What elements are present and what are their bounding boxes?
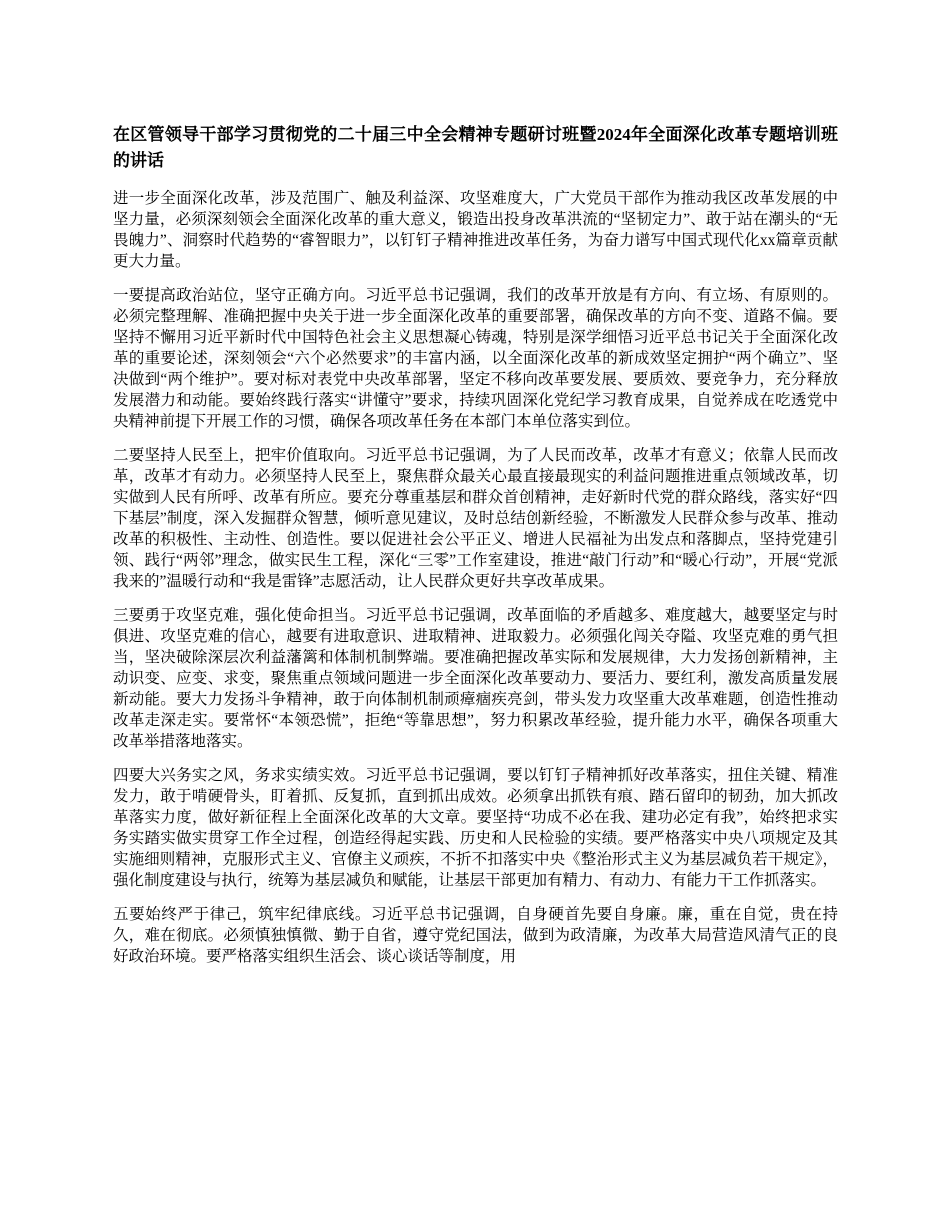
paragraph-point-1: 一要提高政治站位，坚守正确方向。习近平总书记强调，我们的改革开放是有方向、有立场、有原则的。必须完整理解、准确把握中央关于进一步全面深化改革的重要部署，确保改革的方向不变、道路不偏。要坚持不懈用习近平新时代中国特色社会主义思想凝心铸魂，特别是深学细悟习近平总书记关于全面深化改革的重要论述，深刻领会“六个必然要求”的丰富内涵，以全面深化改革的新成效坚定拥护“两个确立”、坚决做到“两个维护”。要对标对表党中央改革部署，坚定不移向改革要发展、要质效、要竞争力，充分释放发展潜力和动能。要始终践行落实“讲懂守”要求，持续巩固深化党纪学习教育成果，自觉养成在吃透党中央精神前提下开展工作的习惯，确保各项改革任务在本部门本单位落实到位。 xyxy=(113,287,838,430)
paragraph-intro: 进一步全面深化改革，涉及范围广、触及利益深、攻坚难度大，广大党员干部作为推动我区改革发展的中坚力量，必须深刻领会全面深化改革的重大意义，锻造出投身改革洪流的“坚韧定力”、敢于站在潮头的“无畏魄力”、洞察时代趋势的“睿智眼力”，以钉钉子精神推进改革任务，为奋力谱写中国式现代化xx篇章贡献更大力量。 xyxy=(113,190,838,270)
document-title: 在区管领导干部学习贯彻党的二十届三中全会精神专题研讨班暨2024年全面深化改革专题培训班的讲话 xyxy=(113,125,838,170)
paragraph-point-5: 五要始终严于律己，筑牢纪律底线。习近平总书记强调，自身硬首先要自身廉。廉，重在自觉，贵在持久，难在彻底。必须慎独慎微、勤于自省，遵守党纪国法，做到为政清廉，为改革大局营造风清气正的良好政治环境。要严格落实组织生活会、谈心谈话等制度，用 xyxy=(113,906,838,965)
paragraph-point-4: 四要大兴务实之风，务求实绩实效。习近平总书记强调，要以钉钉子精神抓好改革落实，扭住关键、精准发力，敢于啃硬骨头，盯着抓、反复抓，直到抓出成效。必须拿出抓铁有痕、踏石留印的韧劲，加大抓改革落实力度，做好新征程上全面深化改革的大文章。要坚持“功成不必在我、建功必定有我”，始终把求实务实踏实做实贯穿工作全过程，创造经得起实践、历史和人民检验的实绩。要严格落实中央八项规定及其实施细则精神，克服形式主义、官僚主义顽疾，不折不扣落实中央《整治形式主义为基层减负若干规定》，强化制度建设与执行，统筹为基层减负和赋能，让基层干部更加有精力、有动力、有能力干工作抓落实。 xyxy=(113,767,838,889)
paragraph-point-2: 二要坚持人民至上，把牢价值取向。习近平总书记强调，为了人民而改革，改革才有意义；依靠人民而改革，改革才有动力。必须坚持人民至上，聚焦群众最关心最直接最现实的利益问题推进重点领域改革，切实做到人民有所呼、改革有所应。要充分尊重基层和群众首创精神，走好新时代党的群众路线，落实好“四下基层”制度，深入发掘群众智慧，倾听意见建议，及时总结创新经验，不断激发人民群众参与改革、推动改革的积极性、主动性、创造性。要以促进社会公平正义、增进人民福祉为出发点和落脚点，坚持党建引领、践行“两邻”理念，做实民生工程，深化“三零”工作室建设，推进“敲门行动”和“暖心行动”，开展“党派我来的”温暖行动和“我是雷锋”志愿活动，让人民群众更好共享改革成果。 xyxy=(113,447,838,590)
paragraph-point-3: 三要勇于攻坚克难，强化使命担当。习近平总书记强调，改革面临的矛盾越多、难度越大，越要坚定与时俱进、攻坚克难的信心，越要有进取意识、进取精神、进取毅力。必须强化闯关夺隘、攻坚克难的勇气担当，坚决破除深层次利益藩篱和体制机制弊端。要准确把握改革实际和发展规律，大力发扬创新精神，主动识变、应变、求变，聚焦重点领域问题进一步全面深化改革要动力、要活力、要红利，激发高质量发展新动能。要大力发扬斗争精神，敢于向体制机制顽瘴痼疾亮剑，带头发力攻坚重大改革难题，创造性推动改革走深走实。要常怀“本领恐慌”，拒绝“等靠思想”，努力积累改革经验，提升能力水平，确保各项重大改革举措落地落实。 xyxy=(113,607,838,750)
